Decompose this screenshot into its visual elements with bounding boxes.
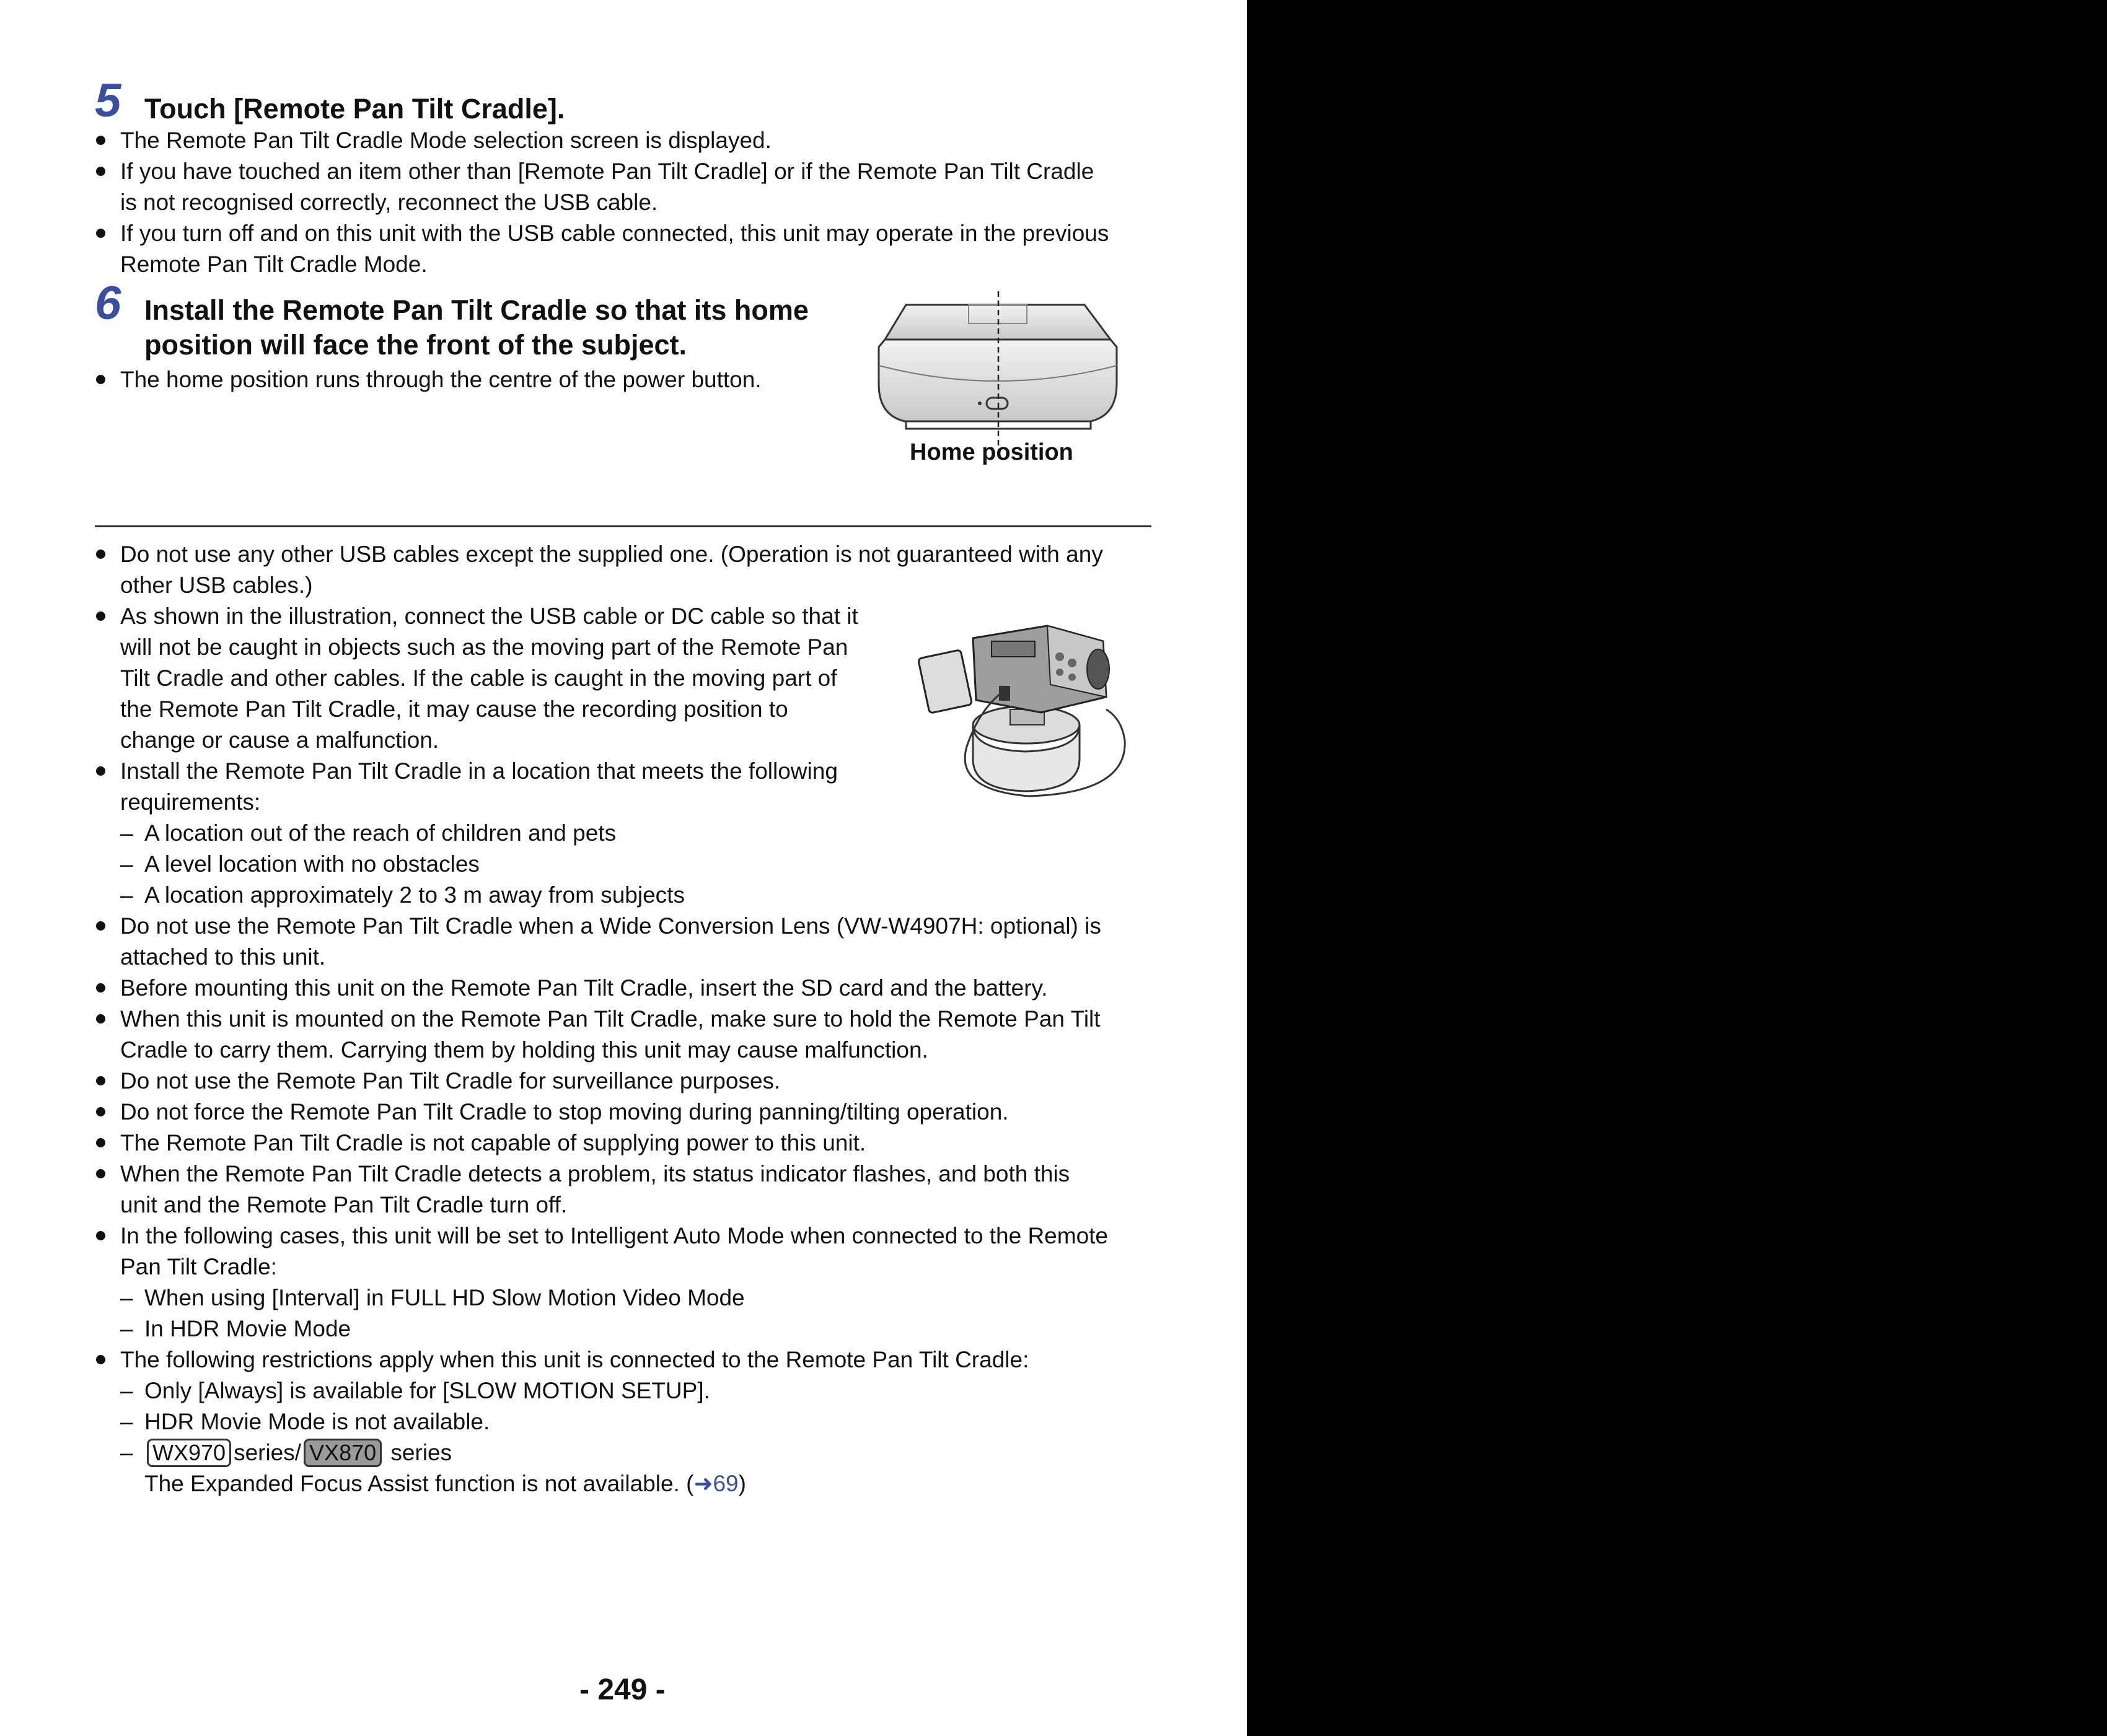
auto-mode-case-1: – In HDR Movie Mode xyxy=(144,1313,351,1344)
series-text-2: series xyxy=(390,1440,452,1465)
note-bullet-b-0-line-0: Do not use the Remote Pan Tilt Cradle when a Wide Conversion Lens (VW-W4907H: optional) is xyxy=(120,911,1101,942)
focus-assist-text: The Expanded Focus Assist function is not available. ( xyxy=(144,1471,694,1496)
step-5-bullet-2-line-0: If you turn off and on this unit with the USB cable connected, this unit may operate in the previous xyxy=(120,218,1109,249)
location-requirement-1: – A level location with no obstacles xyxy=(144,849,480,880)
note-bullet-0-line-1: other USB cables.) xyxy=(120,572,313,598)
auto-mode-case-0: – When using [Interval] in FULL HD Slow Motion Video Mode xyxy=(144,1282,745,1313)
step-5-bullet-1-line-1: is not recognised correctly, reconnect the USB cable. xyxy=(120,190,658,215)
note-bullet-b-1-line-0: Before mounting this unit on the Remote Pan Tilt Cradle, insert the SD card and the battery. xyxy=(120,973,1048,1004)
note-bullet-1-line-3: the Remote Pan Tilt Cradle, it may cause the recording position to xyxy=(120,696,788,722)
note-bullet-0-line-0: Do not use any other USB cables except the supplied one. (Operation is not guaranteed with any xyxy=(120,539,1103,570)
arrow-icon: ➜ xyxy=(693,1471,713,1496)
note-bullet-b-0-line-1: attached to this unit. xyxy=(120,944,326,970)
note-bullet-b-5-line-0: The Remote Pan Tilt Cradle is not capable of supplying power to this unit. xyxy=(120,1128,866,1159)
note-bullet-b-2-line-0: When this unit is mounted on the Remote Pan Tilt Cradle, make sure to hold the Remote Pan Tilt xyxy=(120,1004,1101,1035)
step-6-number: 6 xyxy=(95,277,121,330)
step-5-bullet-2-line-1: Remote Pan Tilt Cradle Mode. xyxy=(120,252,428,277)
step-6-title-line-1: Install the Remote Pan Tilt Cradle so that its home xyxy=(144,294,809,326)
series-text-1: series/ xyxy=(234,1440,302,1465)
note-bullet-1-line-4: change or cause a malfunction. xyxy=(120,727,439,753)
step-5-bullet-1-line-0: If you have touched an item other than [Remote Pan Tilt Cradle] or if the Remote Pan Tilt Cradle xyxy=(120,156,1094,187)
note-bullet-b-2-line-1: Cradle to carry them. Carrying them by holding this unit may cause malfunction. xyxy=(120,1037,928,1063)
restrictions-bullet: The following restrictions apply when this unit is connected to the Remote Pan Tilt Cradle: xyxy=(120,1344,1029,1375)
step-6-bullet-0-line-0: The home position runs through the centre of the power button. xyxy=(120,364,762,395)
note-bullet-b-7-line-1: Pan Tilt Cradle: xyxy=(120,1254,277,1279)
note-bullet-2-line-0: Install the Remote Pan Tilt Cradle in a location that meets the following xyxy=(120,756,838,787)
cradle-home-position-illustration xyxy=(868,291,1128,446)
note-bullet-b-3-line-0: Do not use the Remote Pan Tilt Cradle for surveillance purposes. xyxy=(120,1066,780,1097)
camera-on-cradle-illustration xyxy=(917,604,1134,802)
note-bullet-b-4-line-0: Do not force the Remote Pan Tilt Cradle to stop moving during panning/tilting operation. xyxy=(120,1097,1009,1128)
note-bullet-1-line-0: As shown in the illustration, connect the USB cable or DC cable so that it xyxy=(120,601,858,632)
location-requirement-2: – A location approximately 2 to 3 m away from subjects xyxy=(144,880,685,911)
step-6-title-line-2: position will face the front of the subject. xyxy=(144,329,687,361)
camcorder xyxy=(918,626,1109,713)
page-number: - 249 - xyxy=(579,1673,666,1706)
note-bullet-1-line-2: Tilt Cradle and other cables. If the cable is caught in the moving part of xyxy=(120,665,837,691)
note-bullet-b-7-line-0: In the following cases, this unit will be set to Intelligent Auto Mode when connected to the Remote xyxy=(120,1221,1108,1252)
focus-assist-close: ) xyxy=(738,1471,746,1496)
home-position-caption: Home position xyxy=(910,439,1073,465)
page-ref-link[interactable]: 69 xyxy=(713,1471,739,1496)
restriction-1: – HDR Movie Mode is not available. xyxy=(144,1406,490,1437)
model-badge-wx970: WX970 xyxy=(147,1439,231,1467)
step-5-number: 5 xyxy=(95,74,121,127)
note-bullet-b-6-line-1: unit and the Remote Pan Tilt Cradle turn off. xyxy=(120,1192,568,1217)
note-bullet-2-line-1: requirements: xyxy=(120,789,261,815)
model-badge-vx870: VX870 xyxy=(304,1439,382,1467)
series-line xyxy=(144,1437,452,1468)
focus-assist-line xyxy=(144,1468,746,1499)
note-bullet-1-line-1: will not be caught in objects such as the moving part of the Remote Pan xyxy=(120,634,848,660)
note-bullet-b-6-line-0: When the Remote Pan Tilt Cradle detects a problem, its status indicator flashes, and both this xyxy=(120,1159,1070,1190)
restriction-0: – Only [Always] is available for [SLOW MOTION SETUP]. xyxy=(144,1375,710,1406)
step-5-title: Touch [Remote Pan Tilt Cradle]. xyxy=(144,93,565,125)
location-requirement-0: – A location out of the reach of children and pets xyxy=(144,818,616,849)
step-5-bullet-0-line-0: The Remote Pan Tilt Cradle Mode selection screen is displayed. xyxy=(120,125,772,156)
divider-line xyxy=(95,525,1151,527)
